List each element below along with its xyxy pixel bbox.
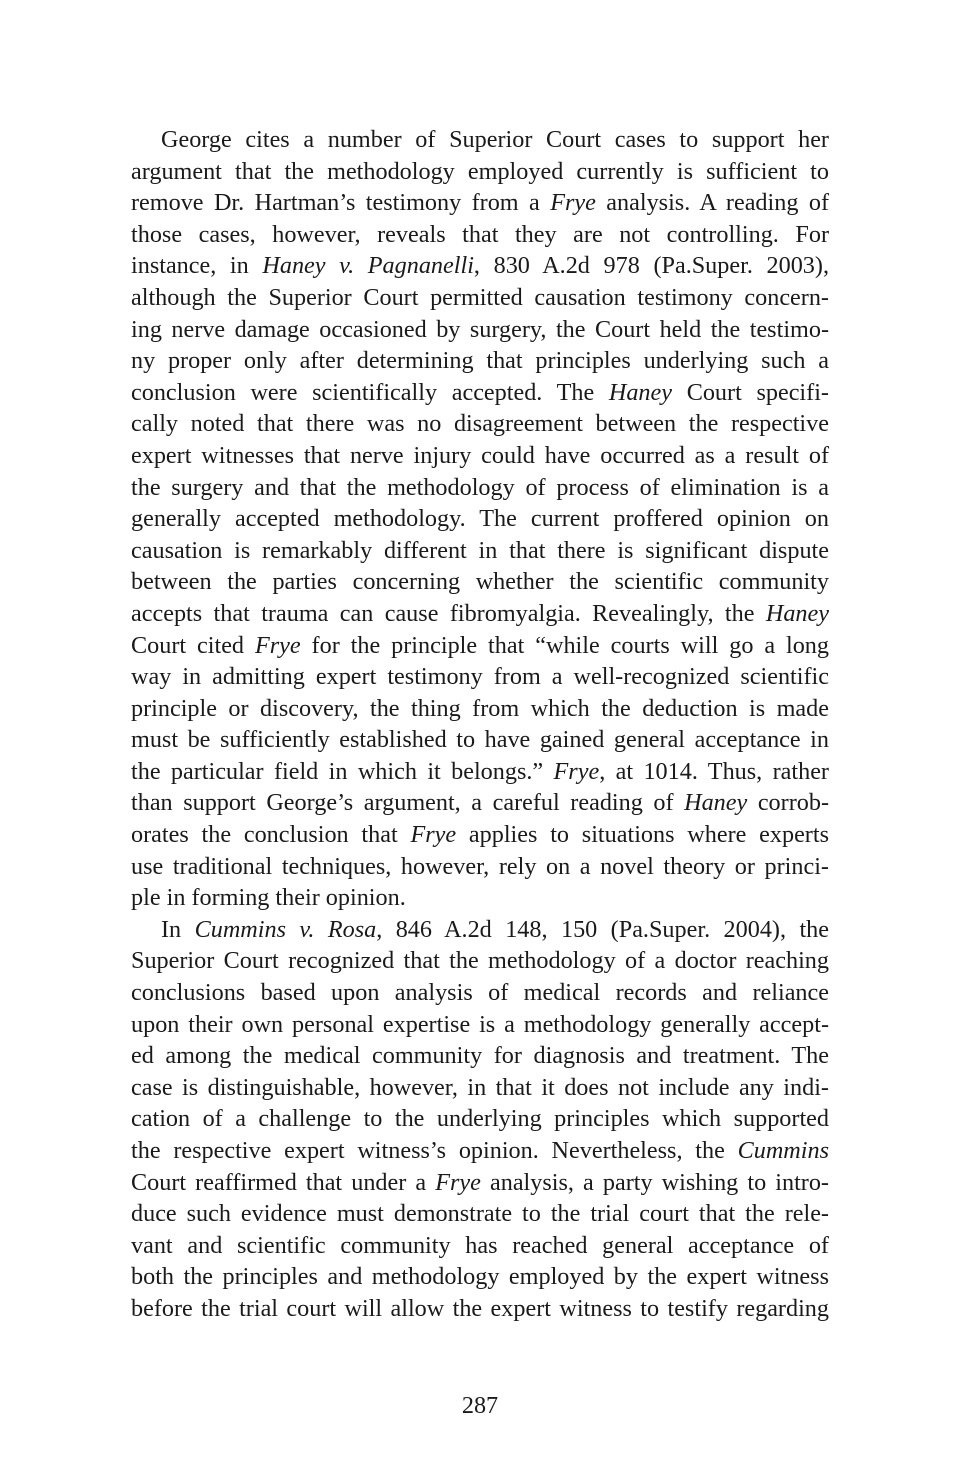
text-run: applies to situations where experts: [456, 821, 829, 849]
text-line: [131, 1198, 829, 1230]
text-line: [131, 250, 829, 282]
text-run: although the Superior Court permitted causation testimony concern-: [131, 283, 829, 311]
case-citation: Cummins: [737, 1137, 829, 1164]
text-run: cally noted that there was no disagreement between the respective: [131, 410, 829, 438]
text-run: generally accepted methodology. The current proffered opinion on: [131, 505, 829, 533]
text-run: those cases, however, reveals that they are not controlling. For: [131, 220, 829, 248]
text-line: [131, 282, 829, 314]
text-run: ing nerve damage occasioned by surgery, the Court held the testimo-: [131, 315, 829, 343]
text-line: [131, 1103, 829, 1135]
text-run: Court cited: [131, 631, 255, 659]
text-line: [131, 503, 829, 535]
text-line: [131, 1135, 829, 1167]
text-line: [131, 945, 829, 977]
text-line: [131, 1230, 829, 1262]
text-run: Court reaffirmed that under a: [131, 1168, 436, 1196]
text-line: [131, 1040, 829, 1072]
case-citation: Frye: [435, 1168, 481, 1196]
text-run: Court specifi-: [672, 378, 829, 406]
case-citation: Haney: [765, 599, 829, 627]
text-run: the surgery and that the methodology of process of elimination is a: [131, 473, 829, 501]
text-run: upon their own personal expertise is a methodology generally accept-: [131, 1010, 829, 1038]
page-number: 287: [461, 1392, 499, 1419]
text-line: [131, 882, 829, 914]
text-run: both the principles and methodology employed by the expert witness: [131, 1263, 829, 1291]
text-line: [131, 408, 829, 440]
text-line: [131, 693, 829, 725]
text-run: between the parties concerning whether the scientific community: [131, 568, 829, 596]
text-line: [131, 724, 829, 756]
text-run: principle or discovery, the thing from which the deduction is made: [131, 694, 829, 722]
case-citation: Frye: [254, 631, 301, 659]
text-line: [131, 440, 829, 472]
text-run: must be sufficiently established to have gained general acceptance in: [131, 726, 829, 754]
text-run: before the trial court will allow the expert witness to testify regarding: [131, 1294, 829, 1322]
text-run: instance, in: [131, 252, 263, 280]
text-line: [131, 566, 829, 598]
page-body: [131, 124, 829, 1325]
text-run: causation is remarkably different in that there is significant dispute: [131, 536, 829, 564]
text-line: [131, 787, 829, 819]
text-line: [131, 219, 829, 251]
text-line: [131, 187, 829, 219]
case-citation: Cummins v. Rosa: [194, 915, 377, 943]
text-run: for the principle that “while courts will go a long: [300, 631, 829, 659]
text-run: expert witnesses that nerve injury could have occurred as a result of: [131, 441, 829, 469]
text-line: [131, 630, 829, 662]
text-run: George cites a number of Superior Court cases to support her: [161, 126, 829, 153]
text-run: accepts that trauma can cause fibromyalgia. Revealingly, the: [131, 599, 766, 627]
text-run: remove Dr. Hartman’s testimony from a: [131, 189, 551, 217]
case-citation: Haney: [608, 378, 673, 406]
text-line: [131, 819, 829, 851]
text-line: [131, 977, 829, 1009]
case-citation: Haney: [684, 789, 748, 817]
text-line: [131, 1167, 829, 1199]
text-run: , 830 A.2d 978 (Pa.Super. 2003),: [473, 252, 829, 280]
case-citation: Frye: [553, 757, 600, 785]
text-run: than support George’s argument, a careful reading of: [131, 789, 685, 817]
text-run: conclusions based upon analysis of medical records and reliance: [131, 979, 829, 1007]
paragraph: [131, 124, 829, 914]
text-line: [131, 1293, 829, 1325]
text-run: argument that the methodology employed currently is sufficient to: [131, 157, 829, 185]
text-line: [131, 914, 829, 946]
text-run: the particular field in which it belongs.”: [131, 757, 554, 785]
text-run: , 846 A.2d 148, 150 (Pa.Super. 2004), the: [376, 915, 830, 943]
text-line: [131, 472, 829, 504]
text-line: [131, 1261, 829, 1293]
text-run: case is distinguishable, however, in that it does not include any indi-: [131, 1073, 829, 1101]
paragraph: [131, 914, 829, 1325]
case-citation: Frye: [410, 821, 457, 849]
text-run: Superior Court recognized that the methodology of a doctor reaching: [131, 947, 829, 975]
text-line: [131, 598, 829, 630]
text-run: analysis. A reading of: [595, 189, 829, 217]
text-line: [131, 1009, 829, 1041]
text-run: orates the conclusion that: [131, 821, 411, 849]
text-line: [131, 1072, 829, 1104]
text-run: the respective expert witness’s opinion. Nevertheless, the: [131, 1137, 738, 1164]
text-line: [131, 661, 829, 693]
text-run: ny proper only after determining that principles underlying such a: [131, 347, 829, 375]
text-line: [131, 156, 829, 188]
text-run: analysis, a party wishing to intro-: [480, 1168, 829, 1196]
text-run: In: [161, 915, 195, 943]
text-run: vant and scientific community has reached general acceptance of: [131, 1231, 829, 1259]
text-run: , at 1014. Thus, rather: [599, 757, 829, 785]
text-run: way in admitting expert testimony from a well-recognized scientific: [131, 663, 829, 691]
text-run: ple in forming their opinion.: [131, 884, 406, 912]
text-line: [131, 314, 829, 346]
text-run: cation of a challenge to the underlying principles which supported: [131, 1105, 829, 1133]
text-line: [131, 756, 829, 788]
case-citation: Frye: [550, 189, 596, 217]
text-line: [131, 124, 829, 156]
text-run: corrob-: [747, 789, 829, 817]
text-run: use traditional techniques, however, rely on a novel theory or princi-: [131, 852, 829, 880]
text-line: [131, 345, 829, 377]
text-line: [131, 377, 829, 409]
text-line: [131, 535, 829, 567]
text-line: [131, 851, 829, 883]
text-run: duce such evidence must demonstrate to the trial court that the rele-: [131, 1200, 829, 1228]
case-citation: Haney v. Pagnanelli: [262, 252, 474, 280]
text-run: ed among the medical community for diagnosis and treatment. The: [131, 1042, 829, 1070]
text-run: conclusion were scientifically accepted. The: [131, 378, 609, 406]
